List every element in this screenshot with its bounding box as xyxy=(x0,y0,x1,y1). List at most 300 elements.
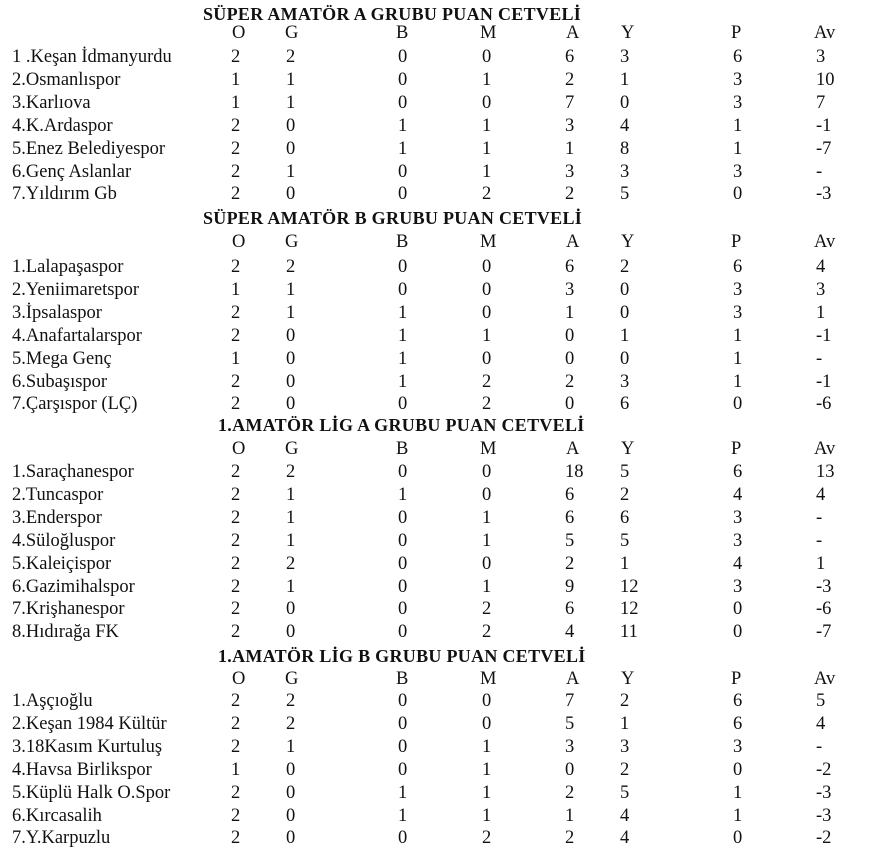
stat-drawn: 0 xyxy=(398,279,408,300)
stat-drawn: 1 xyxy=(398,484,408,505)
column-header-lost: M xyxy=(480,439,497,459)
stat-lost: 0 xyxy=(482,713,492,734)
stat-played: 2 xyxy=(231,599,241,620)
column-header-drawn: B xyxy=(396,669,409,689)
column-header-goals-for: A xyxy=(566,439,580,459)
stat-goals-against: 3 xyxy=(620,161,630,182)
stat-drawn: 0 xyxy=(398,92,408,113)
team-name: 3.Enderspor xyxy=(12,507,102,528)
stat-lost: 1 xyxy=(482,161,492,182)
stat-goals-against: 0 xyxy=(620,279,630,300)
stat-goals-against: 5 xyxy=(620,782,630,803)
stat-points: 1 xyxy=(733,138,743,159)
stat-goal-diff: 1 xyxy=(816,553,826,574)
stat-drawn: 0 xyxy=(398,691,408,711)
stat-played: 2 xyxy=(231,257,241,277)
stat-played: 2 xyxy=(231,782,241,803)
stat-goal-diff: -3 xyxy=(816,184,832,205)
team-name: 4.K.Ardaspor xyxy=(12,115,113,136)
stat-goals-for: 0 xyxy=(565,759,575,780)
stat-goal-diff: -3 xyxy=(816,576,832,597)
column-header-row xyxy=(0,668,874,691)
column-header-goals-for: A xyxy=(566,23,580,43)
stat-goals-for: 0 xyxy=(565,394,575,415)
stat-goal-diff: 4 xyxy=(816,257,826,277)
stat-played: 2 xyxy=(231,161,241,182)
stat-drawn: 0 xyxy=(398,828,408,849)
stat-played: 2 xyxy=(231,484,241,505)
stat-won: 1 xyxy=(286,507,296,528)
stat-goals-against: 3 xyxy=(620,371,630,392)
stat-played: 2 xyxy=(231,576,241,597)
stat-goals-for: 1 xyxy=(565,302,575,323)
stat-lost: 2 xyxy=(482,599,492,620)
stat-points: 3 xyxy=(733,736,743,757)
team-name: 1 .Keşan İdmanyurdu xyxy=(12,47,172,67)
stat-won: 1 xyxy=(286,484,296,505)
stat-played: 2 xyxy=(231,138,241,159)
stat-points: 3 xyxy=(733,576,743,597)
stat-won: 1 xyxy=(286,92,296,113)
stat-drawn: 1 xyxy=(398,782,408,803)
team-name: 3.18Kasım Kurtuluş xyxy=(12,736,163,757)
stat-goals-against: 6 xyxy=(620,394,630,415)
stat-drawn: 1 xyxy=(398,371,408,392)
stat-drawn: 0 xyxy=(398,622,408,643)
team-name: 4.Havsa Birlikspor xyxy=(12,759,152,780)
table-row xyxy=(0,576,874,599)
stat-goals-for: 6 xyxy=(565,599,575,620)
stat-won: 0 xyxy=(286,782,296,803)
table-row xyxy=(0,553,874,576)
table-row xyxy=(0,279,874,302)
table-row xyxy=(0,713,874,736)
stat-goals-against: 0 xyxy=(620,348,630,369)
stat-drawn: 0 xyxy=(398,69,408,90)
stat-goal-diff: 3 xyxy=(816,47,826,67)
stat-lost: 1 xyxy=(482,759,492,780)
column-header-goals-for: A xyxy=(566,669,580,689)
stat-won: 0 xyxy=(286,759,296,780)
stat-goals-against: 11 xyxy=(620,622,638,643)
stat-goals-against: 4 xyxy=(620,115,630,136)
stat-goals-for: 2 xyxy=(565,184,575,205)
stat-lost: 0 xyxy=(482,691,492,711)
team-name: 5.Mega Genç xyxy=(12,348,112,369)
stat-lost: 0 xyxy=(482,257,492,277)
column-header-points: P xyxy=(731,439,742,459)
stat-goals-for: 2 xyxy=(565,69,575,90)
stat-goals-for: 0 xyxy=(565,325,575,346)
stat-goal-diff: 4 xyxy=(816,713,826,734)
stat-points: 3 xyxy=(733,69,743,90)
team-name: 1.Aşçıoğlu xyxy=(12,691,93,711)
stat-won: 2 xyxy=(286,257,296,277)
team-name: 1.Saraçhanespor xyxy=(12,462,134,482)
stat-points: 3 xyxy=(733,279,743,300)
stat-goals-for: 6 xyxy=(565,507,575,528)
team-name: 2.Yeniimaretspor xyxy=(12,279,140,300)
table-row xyxy=(0,484,874,507)
stat-played: 2 xyxy=(231,553,241,574)
stat-lost: 1 xyxy=(482,115,492,136)
column-header-points: P xyxy=(731,232,742,252)
stat-goals-against: 3 xyxy=(620,47,630,67)
stat-goals-for: 6 xyxy=(565,47,575,67)
table-row xyxy=(0,507,874,530)
stat-goals-against: 0 xyxy=(620,92,630,113)
stat-goals-for: 5 xyxy=(565,530,575,551)
column-header-goals-against: Y xyxy=(621,23,635,43)
table-row xyxy=(0,827,874,850)
stat-lost: 0 xyxy=(482,553,492,574)
team-name: 5.Enez Belediyespor xyxy=(12,138,166,159)
stat-drawn: 1 xyxy=(398,302,408,323)
stat-goal-diff: - xyxy=(816,348,823,369)
stat-lost: 0 xyxy=(482,279,492,300)
stat-goals-against: 3 xyxy=(620,736,630,757)
stat-points: 3 xyxy=(733,92,743,113)
group-title: 1.AMATÖR LİG A GRUBU PUAN CETVELİ xyxy=(218,415,585,435)
stat-points: 1 xyxy=(733,805,743,826)
column-header-points: P xyxy=(731,23,742,43)
stat-points: 3 xyxy=(733,302,743,323)
team-name: 1.Lalapaşaspor xyxy=(12,257,124,277)
column-header-goal-diff: Av xyxy=(814,669,836,689)
column-header-played: O xyxy=(232,23,246,43)
column-header-goals-for: A xyxy=(566,232,580,252)
column-header-lost: M xyxy=(480,232,497,252)
stat-points: 1 xyxy=(733,325,743,346)
stat-goal-diff: - xyxy=(816,530,823,551)
stat-goals-against: 4 xyxy=(620,805,630,826)
stat-goals-against: 0 xyxy=(620,302,630,323)
team-name: 6.Subaşıspor xyxy=(12,371,108,392)
stat-points: 1 xyxy=(733,348,743,369)
stat-goal-diff: 3 xyxy=(816,279,826,300)
stat-lost: 0 xyxy=(482,92,492,113)
stat-goal-diff: -2 xyxy=(816,828,832,849)
table-row xyxy=(0,530,874,553)
column-header-row xyxy=(0,22,874,45)
column-header-played: O xyxy=(232,669,246,689)
stat-goals-against: 12 xyxy=(620,576,639,597)
stat-goal-diff: -7 xyxy=(816,622,832,643)
table-row xyxy=(0,183,874,206)
stat-lost: 2 xyxy=(482,184,492,205)
stat-goals-for: 7 xyxy=(565,691,575,711)
stat-drawn: 0 xyxy=(398,184,408,205)
stat-won: 1 xyxy=(286,736,296,757)
stat-drawn: 0 xyxy=(398,599,408,620)
stat-won: 0 xyxy=(286,325,296,346)
stat-goals-against: 6 xyxy=(620,507,630,528)
stat-lost: 0 xyxy=(482,302,492,323)
stat-goals-for: 7 xyxy=(565,92,575,113)
stat-played: 1 xyxy=(231,759,241,780)
stat-goal-diff: 7 xyxy=(816,92,826,113)
stat-lost: 1 xyxy=(482,138,492,159)
stat-lost: 0 xyxy=(482,462,492,482)
team-name: 4.Süloğluspor xyxy=(12,530,116,551)
stat-drawn: 0 xyxy=(398,553,408,574)
stat-drawn: 1 xyxy=(398,348,408,369)
column-header-goals-against: Y xyxy=(621,439,635,459)
stat-goal-diff: -1 xyxy=(816,115,832,136)
table-row xyxy=(0,325,874,348)
stat-played: 1 xyxy=(231,348,241,369)
stat-lost: 1 xyxy=(482,736,492,757)
column-header-goals-against: Y xyxy=(621,232,635,252)
team-name: 2.Tuncaspor xyxy=(12,484,104,505)
stat-played: 2 xyxy=(231,115,241,136)
column-header-played: O xyxy=(232,232,246,252)
stat-played: 1 xyxy=(231,279,241,300)
team-name: 2.Keşan 1984 Kültür xyxy=(12,713,167,734)
stat-goals-against: 2 xyxy=(620,484,630,505)
stat-won: 1 xyxy=(286,279,296,300)
stat-goals-against: 5 xyxy=(620,530,630,551)
group-title: 1.AMATÖR LİG B GRUBU PUAN CETVELİ xyxy=(218,646,586,666)
stat-played: 2 xyxy=(231,736,241,757)
column-header-won: G xyxy=(285,439,299,459)
column-header-points: P xyxy=(731,669,742,689)
column-header-row xyxy=(0,438,874,461)
column-header-goals-against: Y xyxy=(621,669,635,689)
table-row xyxy=(0,46,874,69)
stat-drawn: 0 xyxy=(398,576,408,597)
stat-drawn: 0 xyxy=(398,530,408,551)
stat-won: 2 xyxy=(286,462,296,482)
stat-goal-diff: - xyxy=(816,161,823,182)
stat-lost: 2 xyxy=(482,828,492,849)
column-header-won: G xyxy=(285,232,299,252)
stat-goals-for: 5 xyxy=(565,713,575,734)
team-name: 7.Y.Karpuzlu xyxy=(12,828,111,849)
table-row xyxy=(0,138,874,161)
stat-points: 6 xyxy=(733,713,743,734)
table-row xyxy=(0,598,874,621)
stat-played: 2 xyxy=(231,325,241,346)
team-name: 6.Genç Aslanlar xyxy=(12,161,132,182)
stat-drawn: 1 xyxy=(398,115,408,136)
stat-goals-against: 5 xyxy=(620,184,630,205)
stat-points: 0 xyxy=(733,599,743,620)
stat-goals-for: 2 xyxy=(565,371,575,392)
stat-goals-against: 12 xyxy=(620,599,639,620)
team-name: 5.Kaleiçispor xyxy=(12,553,112,574)
stat-lost: 1 xyxy=(482,805,492,826)
column-header-goal-diff: Av xyxy=(814,439,836,459)
team-name: 6.Kırcasalih xyxy=(12,805,102,826)
team-name: 7.Çarşıspor (LÇ) xyxy=(12,394,138,415)
stat-goals-for: 2 xyxy=(565,553,575,574)
group-title: SÜPER AMATÖR A GRUBU PUAN CETVELİ xyxy=(203,4,582,24)
stat-won: 0 xyxy=(286,394,296,415)
stat-points: 0 xyxy=(733,759,743,780)
column-header-row xyxy=(0,231,874,254)
stat-goal-diff: - xyxy=(816,507,823,528)
stat-won: 1 xyxy=(286,302,296,323)
column-header-won: G xyxy=(285,23,299,43)
stat-played: 2 xyxy=(231,371,241,392)
stat-points: 3 xyxy=(733,530,743,551)
stat-goal-diff: -3 xyxy=(816,782,832,803)
stat-won: 0 xyxy=(286,348,296,369)
stat-drawn: 0 xyxy=(398,507,408,528)
stat-drawn: 1 xyxy=(398,138,408,159)
table-row xyxy=(0,371,874,394)
stat-played: 2 xyxy=(231,713,241,734)
stat-goals-for: 1 xyxy=(565,805,575,826)
stat-goal-diff: 10 xyxy=(816,69,835,90)
stat-goals-for: 2 xyxy=(565,828,575,849)
stat-goals-against: 8 xyxy=(620,138,630,159)
stat-goals-for: 18 xyxy=(565,462,584,482)
column-header-drawn: B xyxy=(396,439,409,459)
stat-goals-for: 3 xyxy=(565,736,575,757)
stat-goals-against: 1 xyxy=(620,553,630,574)
stat-goal-diff: -2 xyxy=(816,759,832,780)
stat-points: 4 xyxy=(733,484,743,505)
stat-won: 2 xyxy=(286,713,296,734)
stat-points: 1 xyxy=(733,371,743,392)
stat-goals-for: 3 xyxy=(565,161,575,182)
stat-won: 1 xyxy=(286,576,296,597)
stat-won: 2 xyxy=(286,553,296,574)
stat-goal-diff: -1 xyxy=(816,325,832,346)
stat-goals-against: 1 xyxy=(620,69,630,90)
stat-goals-for: 3 xyxy=(565,115,575,136)
table-row xyxy=(0,161,874,184)
stat-points: 3 xyxy=(733,161,743,182)
table-row xyxy=(0,621,874,644)
stat-lost: 1 xyxy=(482,782,492,803)
stat-won: 1 xyxy=(286,69,296,90)
group-title: SÜPER AMATÖR B GRUBU PUAN CETVELİ xyxy=(203,208,583,228)
stat-lost: 1 xyxy=(482,576,492,597)
stat-lost: 1 xyxy=(482,325,492,346)
table-row xyxy=(0,348,874,371)
stat-won: 2 xyxy=(286,691,296,711)
stat-played: 2 xyxy=(231,394,241,415)
stat-goals-for: 2 xyxy=(565,782,575,803)
table-row xyxy=(0,461,874,484)
column-header-played: O xyxy=(232,439,246,459)
stat-drawn: 0 xyxy=(398,257,408,277)
stat-points: 3 xyxy=(733,507,743,528)
stat-lost: 0 xyxy=(482,47,492,67)
stat-goal-diff: 13 xyxy=(816,462,835,482)
stat-played: 1 xyxy=(231,69,241,90)
stat-played: 2 xyxy=(231,691,241,711)
table-row xyxy=(0,690,874,713)
stat-points: 0 xyxy=(733,828,743,849)
stat-drawn: 0 xyxy=(398,462,408,482)
table-row xyxy=(0,115,874,138)
stat-played: 2 xyxy=(231,184,241,205)
stat-goals-against: 1 xyxy=(620,713,630,734)
stat-goal-diff: -1 xyxy=(816,371,832,392)
table-row xyxy=(0,302,874,325)
stat-won: 1 xyxy=(286,530,296,551)
stat-points: 0 xyxy=(733,394,743,415)
stat-played: 2 xyxy=(231,462,241,482)
team-name: 2.Osmanlıspor xyxy=(12,69,121,90)
column-header-drawn: B xyxy=(396,232,409,252)
stat-played: 1 xyxy=(231,92,241,113)
stat-goals-against: 2 xyxy=(620,759,630,780)
stat-points: 6 xyxy=(733,691,743,711)
stat-goals-against: 2 xyxy=(620,257,630,277)
team-name: 3.Karlıova xyxy=(12,92,91,113)
team-name: 7.Yıldırım Gb xyxy=(12,184,117,205)
stat-won: 0 xyxy=(286,115,296,136)
stat-goal-diff: -6 xyxy=(816,599,832,620)
table-row xyxy=(0,736,874,759)
stat-won: 0 xyxy=(286,828,296,849)
stat-won: 0 xyxy=(286,805,296,826)
stat-goal-diff: -3 xyxy=(816,805,832,826)
stat-played: 2 xyxy=(231,622,241,643)
stat-won: 1 xyxy=(286,161,296,182)
stat-won: 0 xyxy=(286,599,296,620)
team-name: 5.Küplü Halk O.Spor xyxy=(12,782,171,803)
stat-points: 6 xyxy=(733,47,743,67)
team-name: 6.Gazimihalspor xyxy=(12,576,135,597)
stat-played: 2 xyxy=(231,507,241,528)
stat-drawn: 0 xyxy=(398,736,408,757)
stat-goals-for: 3 xyxy=(565,279,575,300)
table-row xyxy=(0,69,874,92)
stat-points: 1 xyxy=(733,782,743,803)
stat-won: 0 xyxy=(286,138,296,159)
stat-drawn: 1 xyxy=(398,325,408,346)
stat-drawn: 0 xyxy=(398,161,408,182)
stat-played: 2 xyxy=(231,530,241,551)
stat-goals-for: 6 xyxy=(565,257,575,277)
stat-played: 2 xyxy=(231,805,241,826)
stat-goals-against: 5 xyxy=(620,462,630,482)
stat-won: 0 xyxy=(286,622,296,643)
table-row xyxy=(0,256,874,279)
stat-played: 2 xyxy=(231,828,241,849)
stat-lost: 0 xyxy=(482,484,492,505)
stat-goals-against: 1 xyxy=(620,325,630,346)
column-header-drawn: B xyxy=(396,23,409,43)
stat-goals-against: 2 xyxy=(620,691,630,711)
stat-goals-for: 4 xyxy=(565,622,575,643)
stat-lost: 1 xyxy=(482,530,492,551)
table-row xyxy=(0,759,874,782)
stat-lost: 1 xyxy=(482,507,492,528)
stat-won: 2 xyxy=(286,47,296,67)
stat-points: 6 xyxy=(733,462,743,482)
stat-goal-diff: -7 xyxy=(816,138,832,159)
stat-drawn: 1 xyxy=(398,805,408,826)
stat-goals-against: 4 xyxy=(620,828,630,849)
stat-points: 4 xyxy=(733,553,743,574)
column-header-won: G xyxy=(285,669,299,689)
stat-drawn: 0 xyxy=(398,47,408,67)
stat-points: 0 xyxy=(733,622,743,643)
table-row xyxy=(0,782,874,805)
column-header-goal-diff: Av xyxy=(814,23,836,43)
stat-points: 6 xyxy=(733,257,743,277)
stat-goal-diff: -6 xyxy=(816,394,832,415)
stat-points: 0 xyxy=(733,184,743,205)
stat-goal-diff: 5 xyxy=(816,691,826,711)
